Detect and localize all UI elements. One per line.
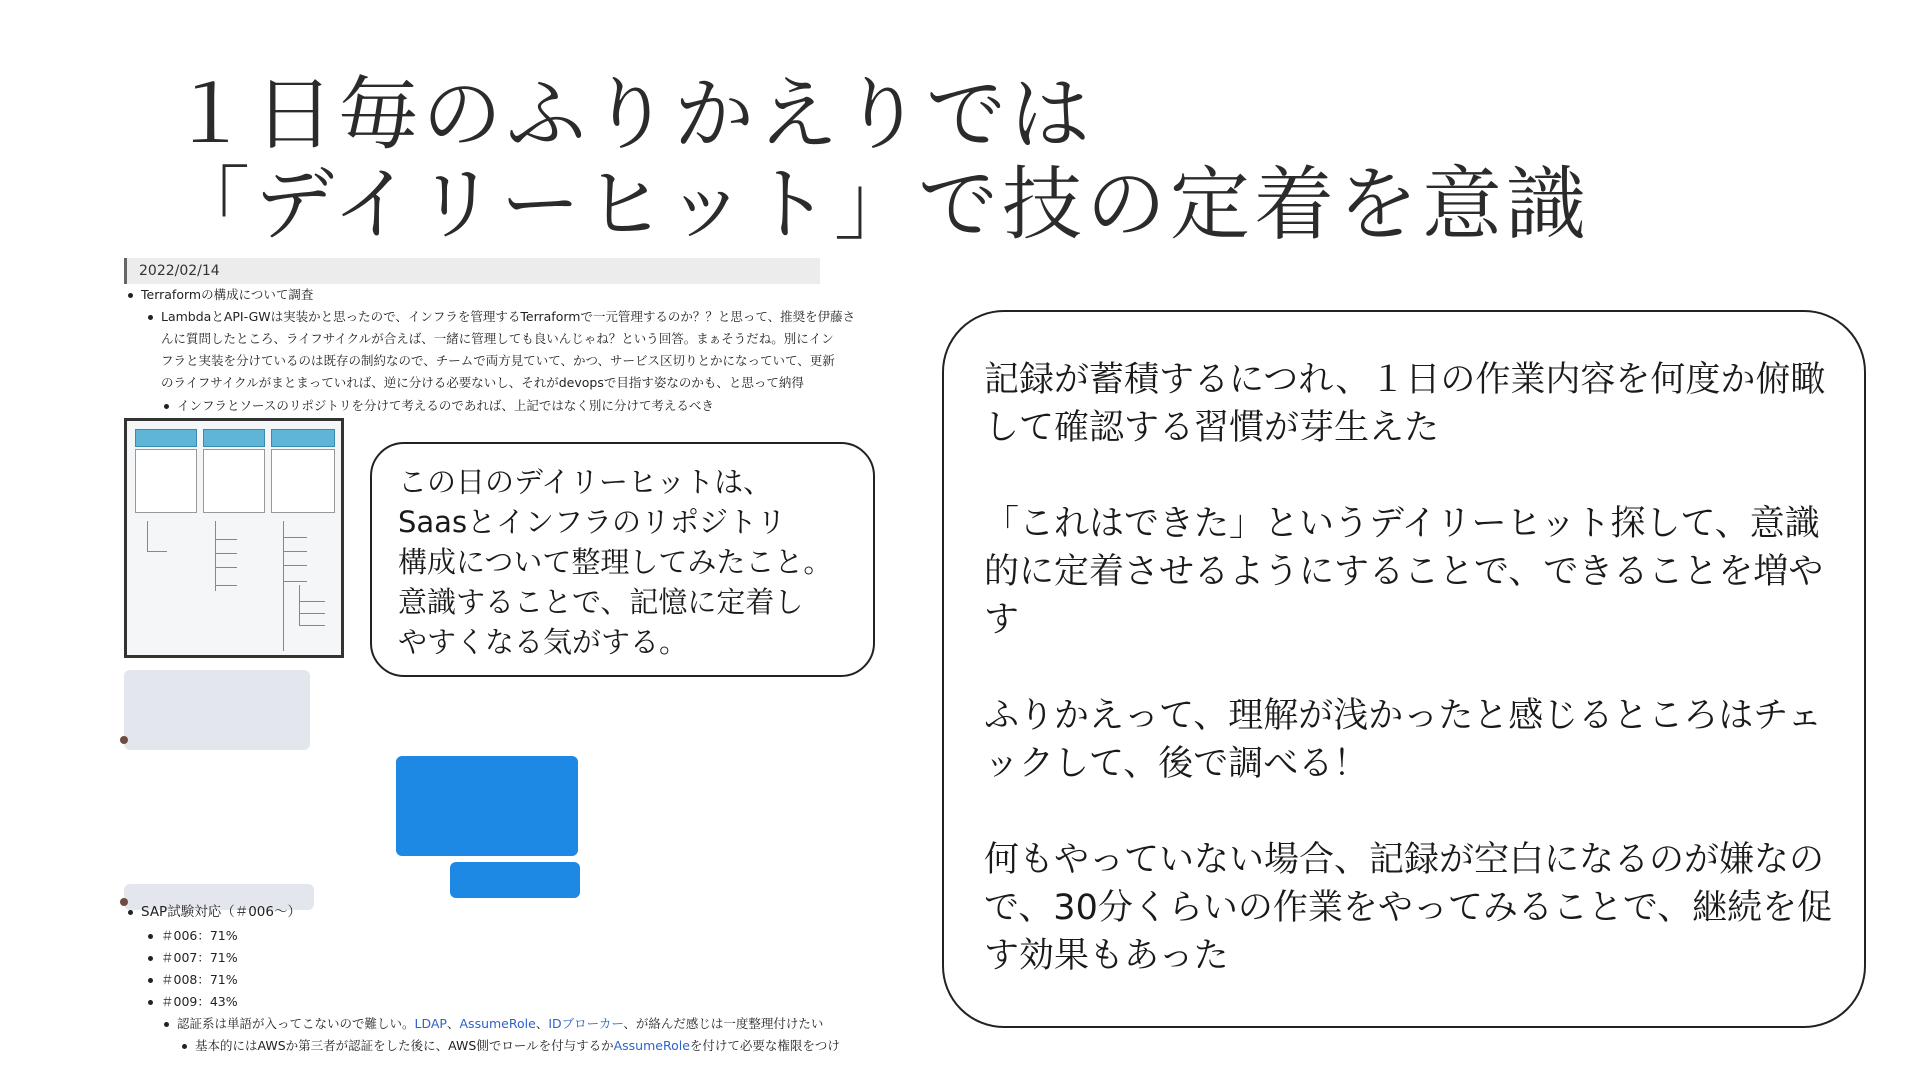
sap-auth-note: 認証系は単語が入ってこないので難しい。LDAP、AssumeRole、IDブローカー、が絡んだ感じは一度整理付けたい	[164, 1014, 823, 1034]
bullet-icon	[164, 404, 169, 409]
sap-auth-detail: 基本的にはAWSか第三者が認証をした後に、AWS側でロールを付与するかAssumeRoleを付けて必要な権限をつけ	[182, 1036, 840, 1056]
note-item-detail-1: LambdaとAPI-GWは実装かと思ったので、インフラを管理するTerraformで一元管理するのか？？と思って、推奨を伊藤さ	[148, 307, 855, 327]
bullet-icon	[148, 315, 153, 320]
callout-line: Saasとインフラのリポジトリ	[398, 505, 787, 539]
bullet-icon	[148, 978, 153, 983]
bullet-icon	[148, 956, 153, 961]
note-item-terraform: Terraformの構成について調査	[128, 285, 313, 305]
sap-score-007: ＃007：71%	[148, 948, 238, 968]
reflection-paragraph-3: ふりかえって、理解が浅かったと感じるところはチェックして、後で調べる！	[984, 696, 1823, 784]
link-assumerole[interactable]: AssumeRole	[459, 1016, 536, 1031]
callout-line: 構成について整理してみたこと。	[398, 545, 833, 579]
sap-heading: SAP試験対応（＃006〜）	[128, 902, 301, 922]
chat-bubble	[396, 756, 578, 856]
callout-line: やすくなる気がする。	[398, 625, 689, 659]
bullet-icon	[128, 910, 133, 915]
reflection-paragraph-4: 何もやっていない場合、記録が空白になるのが嫌なので、30分くらいの作業をやってみることで、継続を促す効果もあった	[984, 840, 1833, 976]
note-item-detail-4: のライフサイクルがまとまっていれば、逆に分ける必要ないし、それがdevopsで目指す姿なのかも、と思って納得	[161, 375, 804, 390]
chat-bubble	[124, 670, 310, 750]
slide-title-line-1: １日毎のふりかえりでは	[170, 68, 1094, 161]
link-assumerole-2[interactable]: AssumeRole	[613, 1038, 690, 1053]
daily-hit-callout	[370, 442, 875, 677]
note-item-detail-2: んに質問したところ、ライフサイクルが合えば、一緒に管理しても良いんじゃね？という回答。まぁそうだね。別にイン	[161, 331, 834, 346]
link-ldap[interactable]: LDAP	[414, 1016, 447, 1031]
reflection-paragraph-2: 「これはできた」というデイリーヒット探して、意識的に定着させるようにすることで、できることを増やす	[984, 504, 1824, 640]
reflection-points-callout	[942, 310, 1866, 1028]
bullet-icon	[182, 1044, 187, 1049]
slide-title-line-2: 「デイリーヒット」で技の定着を意識	[170, 158, 1590, 251]
avatar	[120, 898, 128, 906]
callout-line: この日のデイリーヒットは、	[398, 465, 773, 499]
callout-line: 意識することで、記憶に定着し	[398, 585, 804, 619]
bullet-icon	[148, 1000, 153, 1005]
sap-score-006: ＃006：71%	[148, 926, 238, 946]
note-item-repo: インフラとソースのリポジトリを分けて考えるのであれば、上記ではなく別に分けて考えるべき	[164, 396, 714, 416]
link-id-broker[interactable]: IDブローカー	[548, 1016, 624, 1031]
note-date: 2022/02/14	[124, 258, 820, 284]
bullet-icon	[148, 934, 153, 939]
sap-score-008: ＃008：71%	[148, 970, 238, 990]
avatar	[120, 736, 128, 744]
slide-title	[170, 70, 1870, 250]
sap-score-009: ＃009：43%	[148, 992, 238, 1012]
reflection-paragraph-1: 記録が蓄積するにつれ、１日の作業内容を何度か俯瞰して確認する習慣が芽生えた	[984, 360, 1826, 448]
bullet-icon	[164, 1022, 169, 1027]
bullet-icon	[128, 293, 133, 298]
chat-bubble	[450, 862, 580, 898]
repository-structure-diagram	[124, 418, 344, 658]
note-item-detail-3: フラと実装を分けているのは既存の制約なので、チームで両方見ていて、かつ、サービス区切りとかになっていて、更新	[161, 353, 835, 368]
